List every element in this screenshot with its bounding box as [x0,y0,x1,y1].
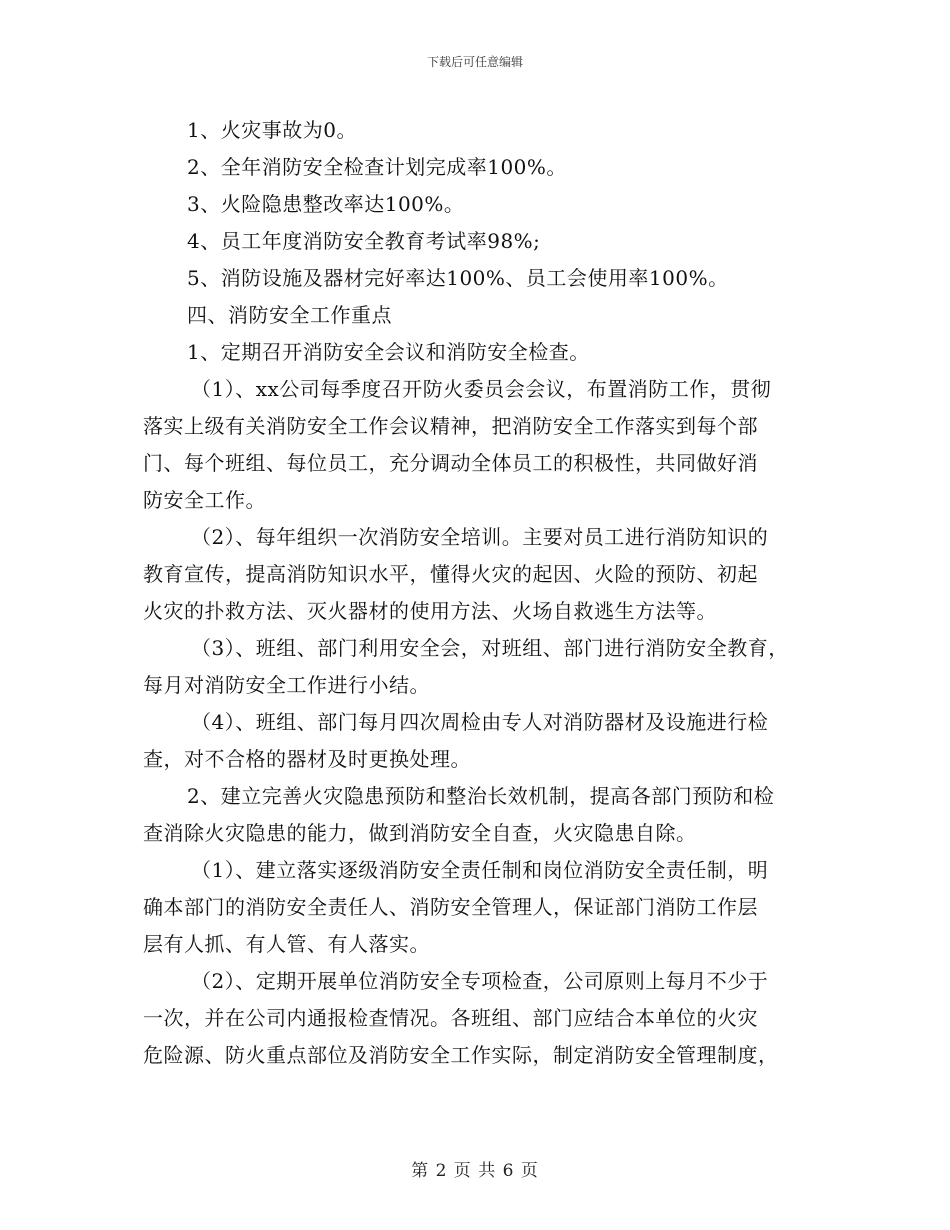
page-footer: 第 2 页 共 6 页 [411,1161,539,1181]
text-line: （4）、班组、部门每月四次周检由专人对消防器材及设施进行检 [191,710,769,734]
text-line: （2）、定期开展单位消防安全专项检查，公司原则上每月不少于 [191,969,769,993]
text-line: 教育宣传，提高消防知识水平，懂得火灾的起因、火险的预防、初起 [143,562,758,586]
text-line: （3）、班组、部门利用安全会，对班组、部门进行消防安全教育， [191,636,789,660]
text-line: 防安全工作。 [143,488,266,512]
text-line: （2）、每年组织一次消防安全培训。主要对员工进行消防知识的 [191,525,769,549]
text-line: （1）、xx公司每季度召开防火委员会会议，布置消防工作，贯彻 [191,377,772,401]
text-line: 查消除火灾隐患的能力，做到消防安全自查，火灾隐患自除。 [143,821,697,845]
text-line: 一次，并在公司内通报检查情况。各班组、部门应结合本单位的火灾 [143,1006,758,1030]
text-line: 4、员工年度消防安全教育考试率98%; [187,229,541,253]
text-line: （1）、建立落实逐级消防安全责任制和岗位消防安全责任制，明 [191,858,769,882]
text-line: 落实上级有关消防安全工作会议精神，把消防安全工作落实到每个部 [143,414,758,438]
text-line: 确本部门的消防安全责任人、消防安全管理人，保证部门消防工作层 [143,895,758,919]
document-body [143,112,823,1074]
text-line: 5、消防设施及器材完好率达100%、员工会使用率100%。 [187,266,729,290]
text-line: 2、建立完善火灾隐患预防和整治长效机制，提高各部门预防和检 [187,784,775,808]
text-line: 层有人抓、有人管、有人落实。 [143,932,430,956]
page-header: 下载后可任意编辑 [426,55,523,69]
section-heading: 四、消防安全工作重点 [187,303,392,327]
text-line: 查，对不合格的器材及时更换处理。 [143,747,471,771]
text-line: 每月对消防安全工作进行小结。 [143,673,430,697]
text-line: 2、全年消防安全检查计划完成率100%。 [187,155,567,179]
text-line: 门、每个班组、每位员工，充分调动全体员工的积极性，共同做好消 [143,451,758,475]
text-line: 危险源、防火重点部位及消防安全工作实际，制定消防安全管理制度， [143,1043,779,1067]
text-line: 火灾的扑救方法、灭火器材的使用方法、火场自救逃生方法等。 [143,599,717,623]
text-line: 1、火灾事故为0。 [187,118,357,142]
text-line: 3、火险隐患整改率达100%。 [187,192,465,216]
text-line: 1、定期召开消防安全会议和消防安全检查。 [187,340,590,364]
